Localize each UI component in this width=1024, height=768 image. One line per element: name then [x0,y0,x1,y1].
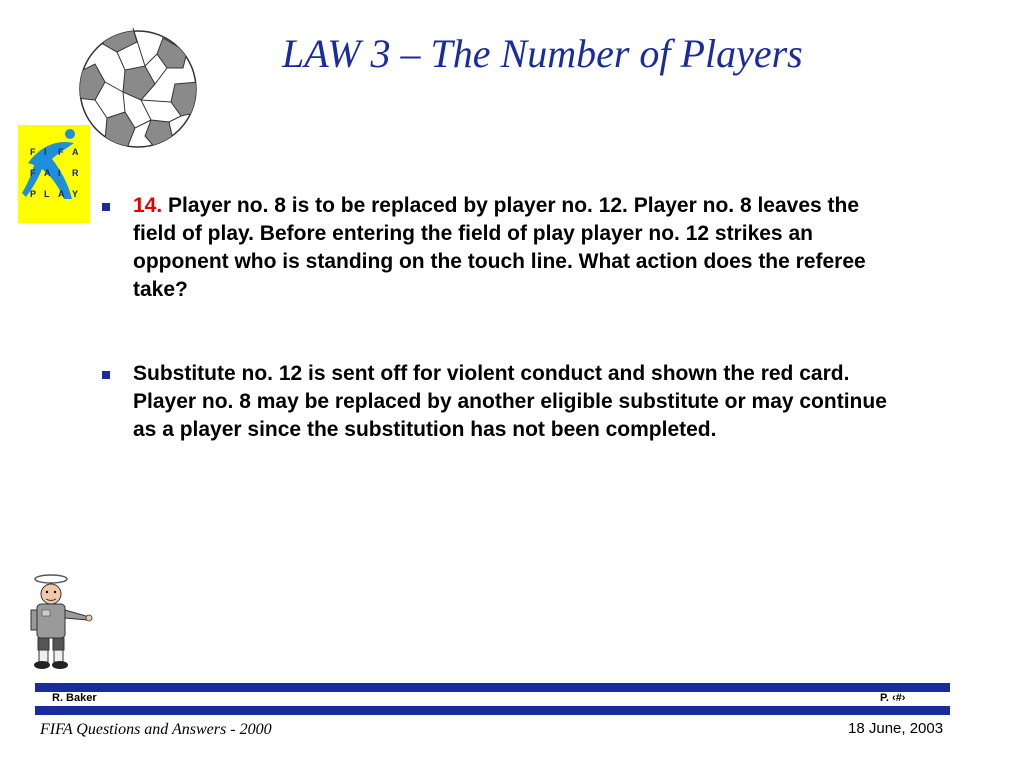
svg-text:L: L [44,189,50,199]
footer-author: R. Baker [52,692,97,704]
soccer-ball-icon [77,28,199,150]
question-bullet [100,192,900,304]
bullet-list [100,192,900,444]
svg-text:I: I [44,147,47,157]
question-number: 14. [133,194,163,217]
answer-bullet [100,360,900,444]
answer-text-2: Player no. 8 may be replaced by another eligible substitute or may continue as a player since the substitution has not been completed. [133,390,887,441]
footer-page-number: P. ‹#› [880,692,906,704]
footer-bar-top [35,683,950,692]
svg-text:P: P [30,189,37,199]
footer-date: 18 June, 2003 [848,720,944,737]
svg-text:R: R [72,168,79,178]
svg-text:F: F [58,147,64,157]
footer-title: FIFA Questions and Answers - 2000 [40,721,272,738]
svg-text:F: F [30,168,36,178]
slide-title: LAW 3 – The Number of Players [282,31,803,76]
svg-text:A: A [58,189,65,199]
svg-text:I: I [58,168,61,178]
svg-text:A: A [44,168,51,178]
svg-text:A: A [72,147,79,157]
svg-text:F: F [30,147,36,157]
svg-text:Y: Y [72,189,79,199]
fifa-fair-play-logo [18,125,90,223]
footer-bar-bottom [35,706,950,715]
answer-text-1: Substitute no. 12 is sent off for violent conduct and shown the red card. [133,362,850,385]
question-text: Player no. 8 is to be replaced by player no. 12. Player no. 8 leaves the field of play. Before entering the field of play player no. 12 strikes an opponent who is standing on the touch line. What action does the referee take? [133,194,866,301]
square-bullet-icon [102,203,110,211]
referee-cartoon-icon [28,572,94,672]
square-bullet-icon [102,371,110,379]
